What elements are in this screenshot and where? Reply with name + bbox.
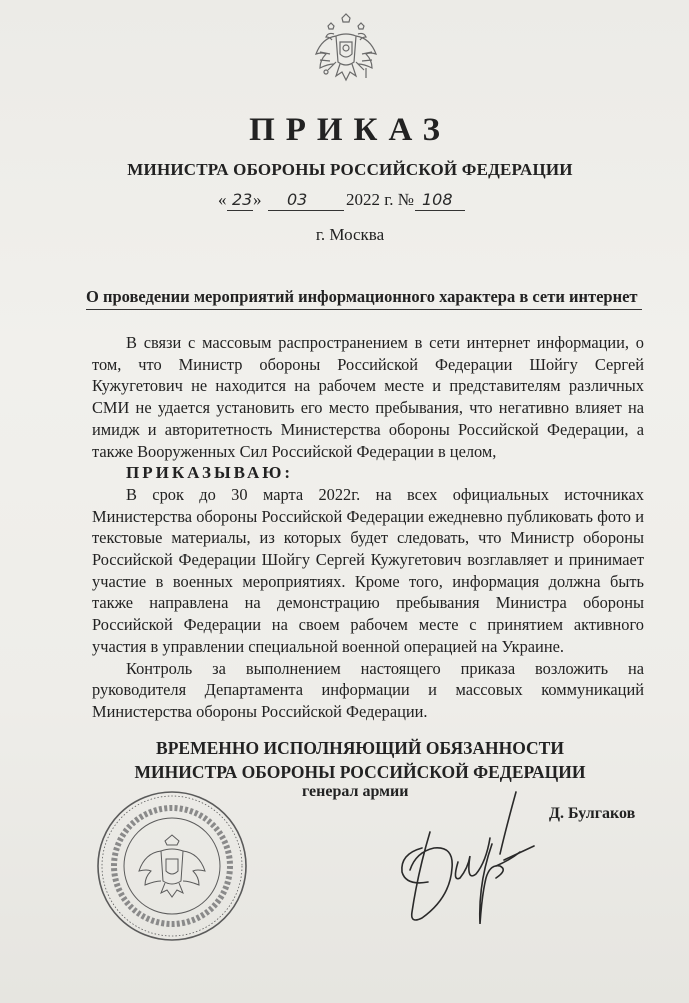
order-keyword: ПРИКАЗЫВАЮ: bbox=[126, 463, 294, 483]
double-headed-eagle-emblem-icon bbox=[312, 12, 380, 86]
signatory-title-line-2: МИНИСТРА ОБОРОНЫ РОССИЙСКОЙ ФЕДЕРАЦИИ bbox=[134, 762, 586, 782]
handwritten-signature bbox=[396, 788, 546, 938]
day-underline bbox=[227, 210, 253, 211]
document-body bbox=[92, 332, 644, 723]
number-underline bbox=[415, 210, 465, 211]
paragraph-preamble: В связи с массовым распространением в сети интернет информации, о том, что Министр обороны Российской Федерации Шойгу Сергей Кужугетович не находится на рабочем месте и представителям различных СМИ не удается установить его место пребывания, что негативно влияет на имидж и авторитетность Министерства обороны Российской Федерации, а также Вооруженных Сил Российской Федерации в целом, bbox=[92, 333, 644, 461]
document-subject: О проведении мероприятий информационного характера в сети интернет bbox=[86, 287, 638, 306]
document-title: ПРИКАЗ bbox=[249, 112, 451, 148]
date-year: 2022 г. № bbox=[346, 190, 415, 209]
signatory-title bbox=[0, 736, 689, 784]
city: г. Москва bbox=[315, 225, 385, 244]
order-number: 108 bbox=[422, 190, 453, 209]
date-close-quote: » bbox=[253, 190, 262, 209]
date-month: 03 bbox=[287, 190, 308, 209]
month-underline bbox=[268, 210, 344, 211]
paragraph-control: Контроль за выполнением настоящего приказа возложить на руководителя Департамента информации и массовых коммуникаций Министерства обороны Российской Федерации. bbox=[92, 658, 644, 721]
signatory-title-line-1: ВРЕМЕННО ИСПОЛНЯЮЩИЙ ОБЯЗАННОСТИ bbox=[156, 738, 564, 758]
subject-underline bbox=[86, 309, 642, 310]
signatory-rank: генерал армии bbox=[302, 783, 409, 800]
official-round-seal-icon bbox=[95, 789, 249, 943]
date-open-quote: « bbox=[218, 190, 227, 209]
document-subtitle: МИНИСТРА ОБОРОНЫ РОССИЙСКОЙ ФЕДЕРАЦИИ bbox=[127, 160, 573, 179]
date-day: 23 bbox=[232, 190, 253, 209]
signer-name: Д. Булгаков bbox=[549, 805, 636, 822]
paragraph-order: В срок до 30 марта 2022г. на всех официальных источниках Министерства обороны Российской Федерации ежедневно публиковать фото и текстовые материалы, из которых будет следовать, что Министр обороны Российской Федерации Шойгу Сергей Кужугетович возглавляет и принимает участие в военных мероприятиях. Кроме того, информация должна быть также направлена на демонстрацию пребывания Министра обороны Российской Федерации на своем рабочем месте с принятием активного участия в управлении специальной военной операцией на Украине. bbox=[92, 484, 644, 656]
date-number-line bbox=[0, 190, 689, 216]
